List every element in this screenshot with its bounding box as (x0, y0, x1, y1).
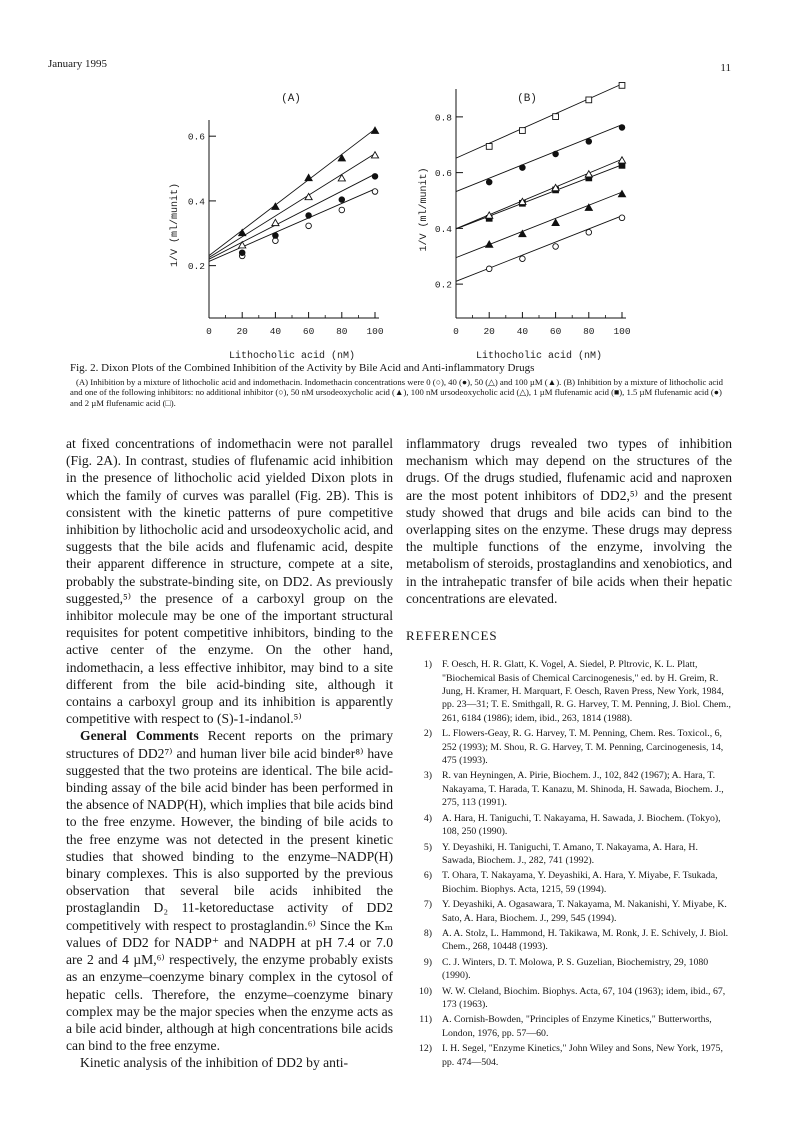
panel-a (169, 93, 384, 362)
data-point (486, 179, 492, 185)
series-line (209, 154, 375, 258)
data-point (371, 127, 378, 133)
paragraph: inflammatory drugs revealed two types of inhibition mechanism which may depend on the structures of the drugs. Of the drugs studied, flufenamic acid and naproxen are the most potent inhibitors of DD2,⁵⁾ and the present study showed that drugs and bile acids can bind to the overlapping sites on the enzyme. These drugs may depress the multiple functions of the enzyme, involving the metabolism of steroids, prostaglandins and xenobiotics, and in the intrahepatic transfer of bile acids when their hepatic concentrations are elevated. (406, 436, 732, 606)
data-point (520, 128, 526, 134)
y-tick-label: 0.4 (187, 196, 205, 208)
data-point (273, 233, 279, 239)
data-point (272, 219, 279, 225)
reference-item (406, 956, 732, 983)
x-tick-label: 100 (613, 326, 631, 337)
reference-list (406, 658, 732, 1069)
data-point (486, 266, 492, 272)
reference-item (406, 841, 732, 868)
data-point (486, 144, 492, 150)
series-line (456, 216, 622, 282)
x-tick-label: 0 (453, 326, 459, 337)
x-tick-label: 100 (366, 326, 384, 337)
y-tick-label: 0.6 (187, 131, 205, 143)
x-tick-label: 40 (516, 326, 529, 337)
series-line (456, 84, 622, 158)
x-tick-label: 80 (583, 326, 595, 337)
reference-text: A. Hara, H. Taniguchi, T. Nakayama, H. Sawada, J. Biochem. (Tokyo), 108, 250 (1990). (442, 812, 721, 838)
series-line (456, 159, 622, 228)
x-tick-label: 20 (483, 326, 495, 337)
reference-number: 10) (418, 985, 432, 997)
y-axis-label: 1/V (ml/munit) (170, 182, 181, 268)
panel-label: (B) (517, 93, 537, 105)
reference-text: C. J. Winters, D. T. Molowa, P. S. Guzelian, Biochemistry, 29, 1080 (1990). (442, 956, 709, 982)
data-point (586, 229, 592, 235)
reference-number: 12) (418, 1043, 432, 1055)
right-column (406, 435, 732, 1071)
x-tick-label: 20 (236, 326, 248, 337)
x-tick-label: 60 (302, 326, 315, 337)
data-point (339, 207, 345, 213)
data-point (338, 155, 345, 161)
reference-item (406, 927, 732, 954)
y-tick-label: 0.6 (434, 168, 452, 180)
data-point (586, 97, 592, 103)
reference-number: 9) (423, 956, 432, 968)
running-header-date: January 1995 (48, 58, 107, 70)
panel-label: (A) (281, 93, 301, 105)
paragraph: at fixed concentrations of indomethacin were not parallel (Fig. 2A). In contrast, studies of flufenamic acid inhibition in the presence of lithocholic acid yielded Dixon plots in which the family of curves was parallel (Fig. 2B). This is consistent with the kinetic patterns of pure competitive inhibition by lithocholic acid and ursodeoxycholic acid, and suggests that the bile acids and flufenamic acid, despite their apparent difference in structure, compete at a site, probably the substrate-binding site, on DD2. As previously suggested,⁵⁾ the presence of a carboxyl group on the inhibitor molecule may be one of the important structural requisites for potent competitive inhibitors, binding to the active center of the enzyme. On the other hand, indomethacin, a less effective inhibitor, may bind to a site different from the bile acid-binding site, although it contains a carboxyl group and its inhibition is apparently competitive with respect to (S)-1-indanol.⁵⁾ (66, 436, 393, 727)
x-tick-label: 60 (549, 326, 562, 337)
reference-item (406, 812, 732, 839)
reference-item (406, 985, 732, 1012)
reference-item (406, 869, 732, 896)
reference-item (406, 769, 732, 809)
data-point (239, 250, 245, 256)
series-line (456, 125, 622, 192)
reference-text: W. W. Cleland, Biochim. Biophys. Acta, 67, 104 (1963); idem, ibid., 67, 173 (1963). (442, 985, 726, 1010)
data-point (520, 165, 526, 171)
data-point (306, 213, 312, 219)
y-axis-label: 1/V (ml/munit) (419, 167, 430, 252)
reference-number: 8) (423, 927, 432, 939)
series-line (209, 174, 375, 259)
y-tick-label: 0.4 (434, 223, 452, 235)
data-point (339, 197, 345, 203)
y-tick-label: 0.2 (434, 279, 452, 291)
reference-text: A. A. Stolz, L. Hammond, H. Takikawa, M. Ronk, J. E. Schively, J. Biol. Chem., 268, 10448 (1993). (442, 927, 729, 953)
data-point (585, 204, 592, 210)
data-point (520, 256, 526, 262)
data-point (586, 139, 592, 145)
reference-text: Y. Deyashiki, A. Ogasawara, T. Nakayama, M. Nakanishi, Y. Miyabe, K. Sato, A. Hara, Biochem. J., 299, 545 (1994). (442, 899, 727, 924)
reference-number: 5) (423, 841, 432, 853)
y-tick-label: 0.2 (187, 261, 205, 273)
series-line (209, 189, 375, 261)
x-axis-label: Lithocholic acid (nM) (475, 351, 603, 362)
series-line (209, 129, 375, 256)
data-point (486, 241, 493, 247)
left-column (66, 435, 393, 1072)
section-heading: General Comments (80, 728, 199, 744)
caption-title: Fig. 2. Dixon Plots of the Combined Inhibition of the Activity by Bile Acid and Anti-inflammatory Drugs (70, 362, 535, 374)
reference-item (406, 898, 732, 925)
figure-2-dixon-plots (0, 0, 793, 365)
data-point (306, 223, 312, 229)
reference-number: 7) (423, 899, 432, 911)
caption-description: (A) Inhibition by a mixture of lithocholic acid and indomethacin. Indomethacin concentrations were 0 (○), 40 (●), 50 (△) and 100 µM (▲). (B) Inhibition by a mixture of lithocholic acid and one of the following inhibitors: no additional inhibitor (○), 50 nM ursodeoxycholic acid (▲), 100 nM ursodeoxycholic acid (△), 1 µM flufenamic acid (■), 1.5 µM flufenamic acid (●) and 2 µM flufenamic acid (□). (70, 376, 723, 409)
reference-number: 2) (423, 728, 432, 740)
reference-number: 11) (419, 1014, 432, 1026)
x-tick-label: 40 (269, 326, 282, 337)
y-tick-label: 0.8 (434, 112, 452, 124)
reference-number: 4) (423, 812, 432, 824)
reference-number: 3) (423, 770, 432, 782)
reference-number: 6) (423, 870, 432, 882)
data-point (552, 219, 559, 225)
data-point (619, 125, 625, 131)
reference-text: L. Flowers-Geay, R. G. Harvey, T. M. Penning, Chem. Res. Toxicol., 6, 252 (1993); M. Shou, R. G. Harvey, T. M. Penning, Carcinogenesis, 14, 475 (1993). (442, 728, 724, 767)
paragraph: General Comments Recent reports on the primary structures of DD2⁷⁾ and human liver bile acid binder⁸⁾ have suggested that the two proteins are identical. The bile acid-binding assay of the bile acid binder has been performed in the absence of NADP(H), which implies that bile acids bind to the free enzyme. However, the binding of bile acids to the free enzyme was not detected in the present kinetic studies that showed binding to the enzyme–NADP(H) binary complexes. This is also supported by the previous observation that several bile acids inhibited the prostaglandin D₂ 11-ketoreductase activity of DD2 competitively with respect to prostaglandin.⁶⁾ Since the Kₘ values of DD2 for NADP⁺ and NADPH at pH 7.4 or 7.0 are 2 and 4 µM,⁶⁾ respectively, the enzyme probably exists as an enzyme–coenzyme binary complex in the cytosol of hepatic cells. Therefore, the enzyme–coenzyme binary complex may be the major species when the enzyme acts as a bile acid binder, although at high concentrations bile acids can bind to the free enzyme. (66, 728, 393, 1054)
data-point (619, 82, 625, 88)
data-point (372, 174, 378, 180)
paragraph: Kinetic analysis of the inhibition of DD2 by anti- (80, 1055, 349, 1071)
reference-item (406, 1042, 732, 1069)
data-point (372, 189, 378, 195)
reference-text: T. Ohara, T. Nakayama, Y. Deyashiki, A. Hara, Y. Miyabe, F. Tsukada, Biochim. Biophys. Acta, 1215, 59 (1994). (442, 870, 718, 895)
reference-text: R. van Heyningen, A. Pirie, Biochem. J., 102, 842 (1967); A. Hara, T. Nakayama, T. Harada, T. Kanazu, M. Shinoda, H. Sawada, Biochem. J., 275, 113 (1991). (442, 770, 724, 809)
figure-caption (70, 363, 735, 409)
reference-item (406, 727, 732, 767)
page-number: 11 (720, 62, 731, 74)
data-point (239, 242, 246, 248)
reference-text: F. Oesch, H. R. Glatt, K. Vogel, A. Siedel, P. Pltrovic, K. L. Platt, "Biochemical Basis of Chemical Carcinogenesis," ed. by H. Greim, R. Jung, H. Kramer, H. Marquart, F. Oesch, Raven Press, New York, 1984, pp. 23—31; T. E. Smithgall, R. G. Harvey, T. M. Penning, J. Biol. Chem., 261, 6184 (1986); idem, ibid., 263, 1814 (1988). (442, 659, 732, 724)
data-point (619, 215, 625, 221)
data-point (553, 244, 559, 250)
data-point (553, 151, 559, 157)
reference-text: Y. Deyashiki, H. Taniguchi, T. Amano, T. Nakayama, A. Hara, H. Sawada, Biochem. J., 282, 741 (1992). (442, 841, 698, 866)
data-point (519, 230, 526, 236)
panel-b (418, 82, 631, 362)
reference-item (406, 1013, 732, 1040)
data-point (618, 190, 625, 196)
references-heading: REFERENCES (406, 628, 498, 644)
reference-text: A. Cornish-Bowden, "Principles of Enzyme Kinetics," Butterworths, London, 1976, pp. 57—60. (442, 1014, 712, 1039)
data-point (553, 114, 559, 120)
x-axis-label: Lithocholic acid (nM) (228, 351, 356, 362)
series-line (456, 165, 622, 229)
data-point (272, 203, 279, 209)
reference-item (406, 658, 732, 725)
x-tick-label: 0 (206, 326, 212, 337)
reference-text: I. H. Segel, "Enzyme Kinetics," John Wiley and Sons, New York, 1975, pp. 474—504. (442, 1043, 723, 1068)
series-line (456, 192, 622, 258)
x-tick-label: 80 (336, 326, 348, 337)
reference-number: 1) (423, 659, 432, 671)
